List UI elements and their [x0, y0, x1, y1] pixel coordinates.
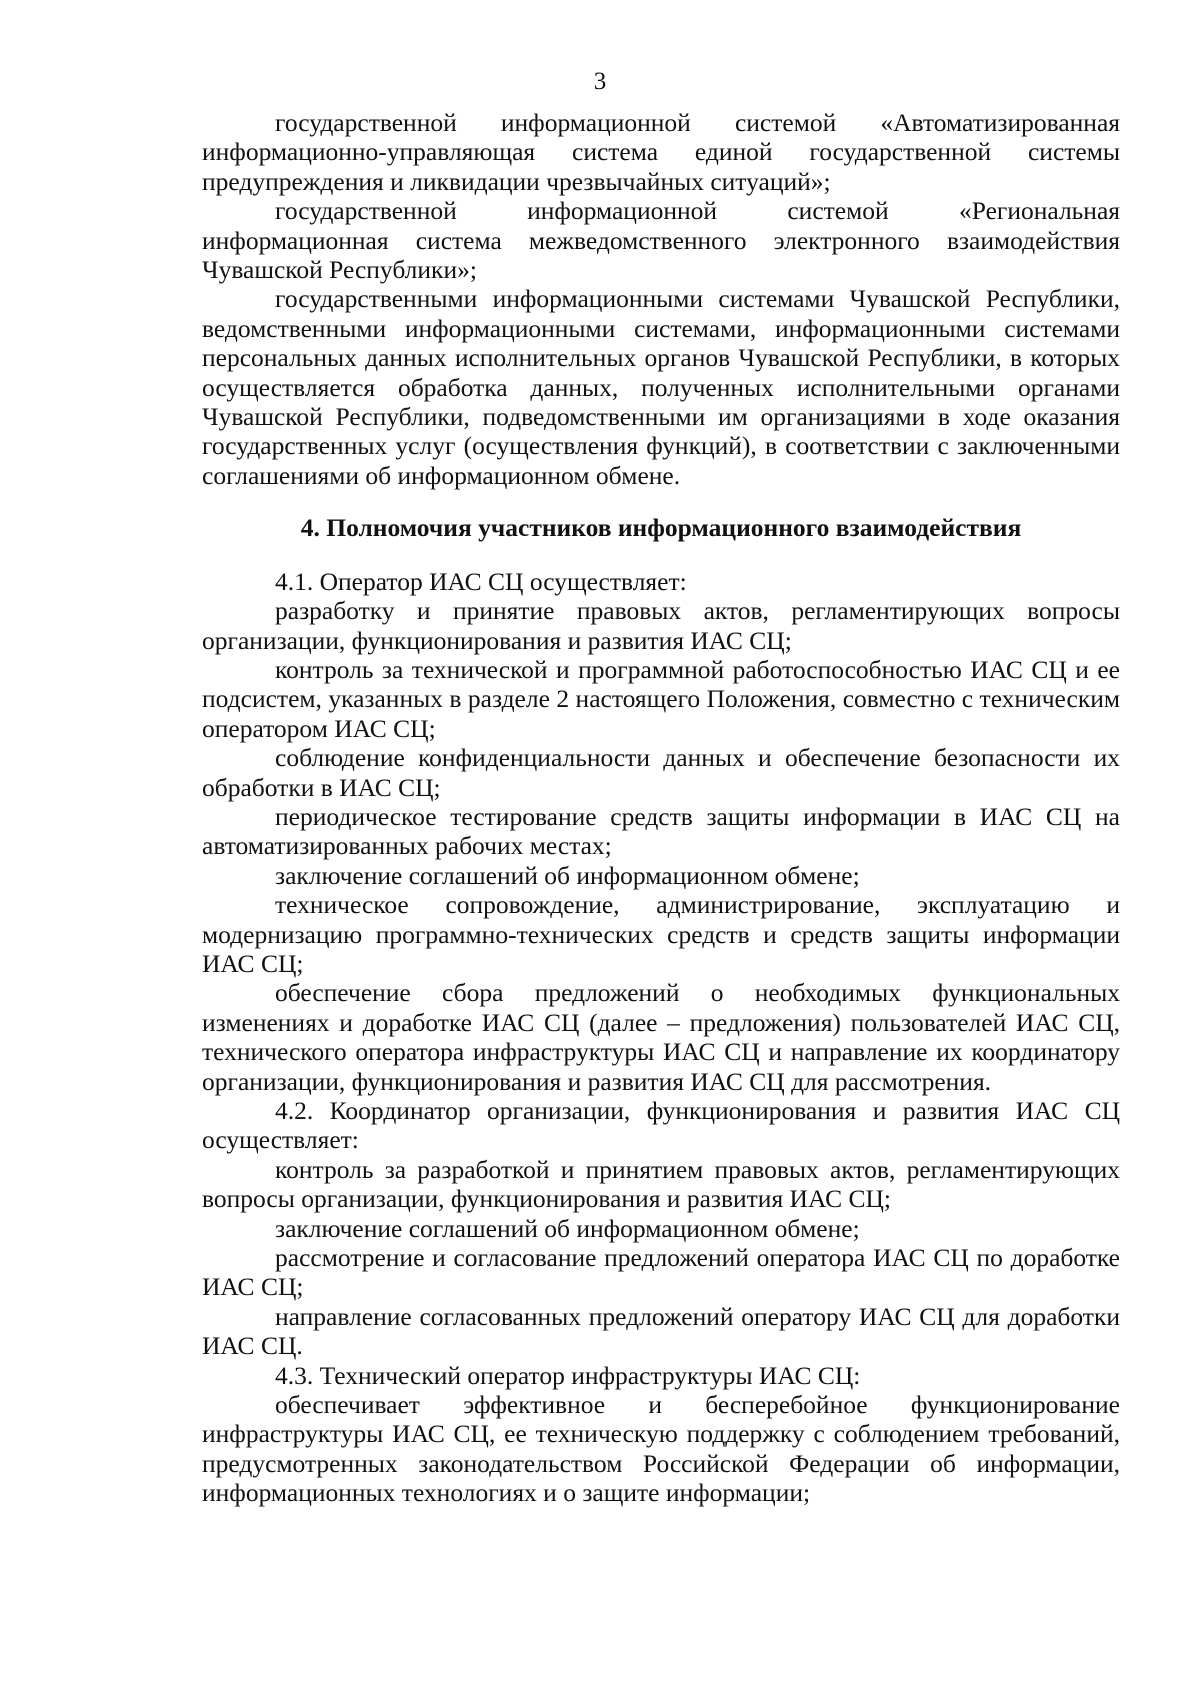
paragraph: техническое сопровождение, администрирование, эксплуатацию и модернизацию программно-технических средств и средств защиты информации ИАС СЦ;	[202, 890, 1120, 978]
paragraph: разработку и принятие правовых актов, регламентирующих вопросы организации, функционирования и развития ИАС СЦ;	[202, 596, 1120, 655]
paragraph: соблюдение конфиденциальности данных и обеспечение безопасности их обработки в ИАС СЦ;	[202, 743, 1120, 802]
paragraph: направление согласованных предложений оператору ИАС СЦ для доработки ИАС СЦ.	[202, 1301, 1120, 1361]
paragraph: 4.3. Технический оператор инфраструктуры ИАС СЦ:	[275, 1360, 861, 1390]
paragraph: рассмотрение и согласование предложений оператора ИАС СЦ по доработке ИАС СЦ;	[202, 1243, 1120, 1302]
paragraph: государственной информационной системой «Автоматизированная информационно-управляющая система единой государственной системы предупреждения и ликвидации чрезвычайных ситуаций»;	[202, 108, 1120, 196]
paragraph: государственными информационными системами Чувашской Республики, ведомственными информационными системами, информационными системами персональных данных исполнительных органов Чувашской Республики, в которых осуществляется обработка данных, полученных исполнительными органами Чувашской Республики, подведомственными им организациями в ходе оказания государственных услуг (осуществления функций), в соответствии с заключенными соглашениями об информационном обмене.	[202, 284, 1120, 490]
paragraph: обеспечение сбора предложений о необходимых функциональных изменениях и доработке ИАС СЦ (далее – предложения) пользователей ИАС СЦ, технического оператора инфраструктуры ИАС СЦ и направление их координатору организации, функционирования и развития ИАС СЦ для рассмотрения.	[202, 978, 1120, 1096]
paragraph: контроль за технической и программной работоспособностью ИАС СЦ и ее подсистем, указанных в разделе 2 настоящего Положения, совместно с техническим оператором ИАС СЦ;	[202, 654, 1120, 743]
section-heading: 4. Полномочия участников информационного взаимодействия	[300, 513, 1022, 543]
paragraph: государственной информационной системой «Региональная информационная система межведомственного электронного взаимодействия Чувашской Республики»;	[202, 196, 1120, 285]
document-body	[202, 108, 1120, 1508]
paragraph: заключение соглашений об информационном обмене;	[275, 1213, 860, 1243]
paragraph: заключение соглашений об информационном обмене;	[275, 860, 860, 890]
paragraph: 4.2. Координатор организации, функционирования и развития ИАС СЦ осуществляет:	[202, 1096, 1120, 1155]
paragraph: периодическое тестирование средств защиты информации в ИАС СЦ на автоматизированных рабочих местах;	[202, 801, 1120, 861]
paragraph: контроль за разработкой и принятием правовых актов, регламентирующих вопросы организации, функционирования и развития ИАС СЦ;	[202, 1154, 1120, 1214]
page-number: 3	[593, 68, 607, 95]
paragraph: 4.1. Оператор ИАС СЦ осуществляет:	[275, 566, 687, 596]
paragraph: обеспечивает эффективное и бесперебойное функционирование инфраструктуры ИАС СЦ, ее техническую поддержку с соблюдением требований, предусмотренных законодательством Российской Федерации об информации, информационных технологиях и о защите информации;	[202, 1390, 1120, 1508]
